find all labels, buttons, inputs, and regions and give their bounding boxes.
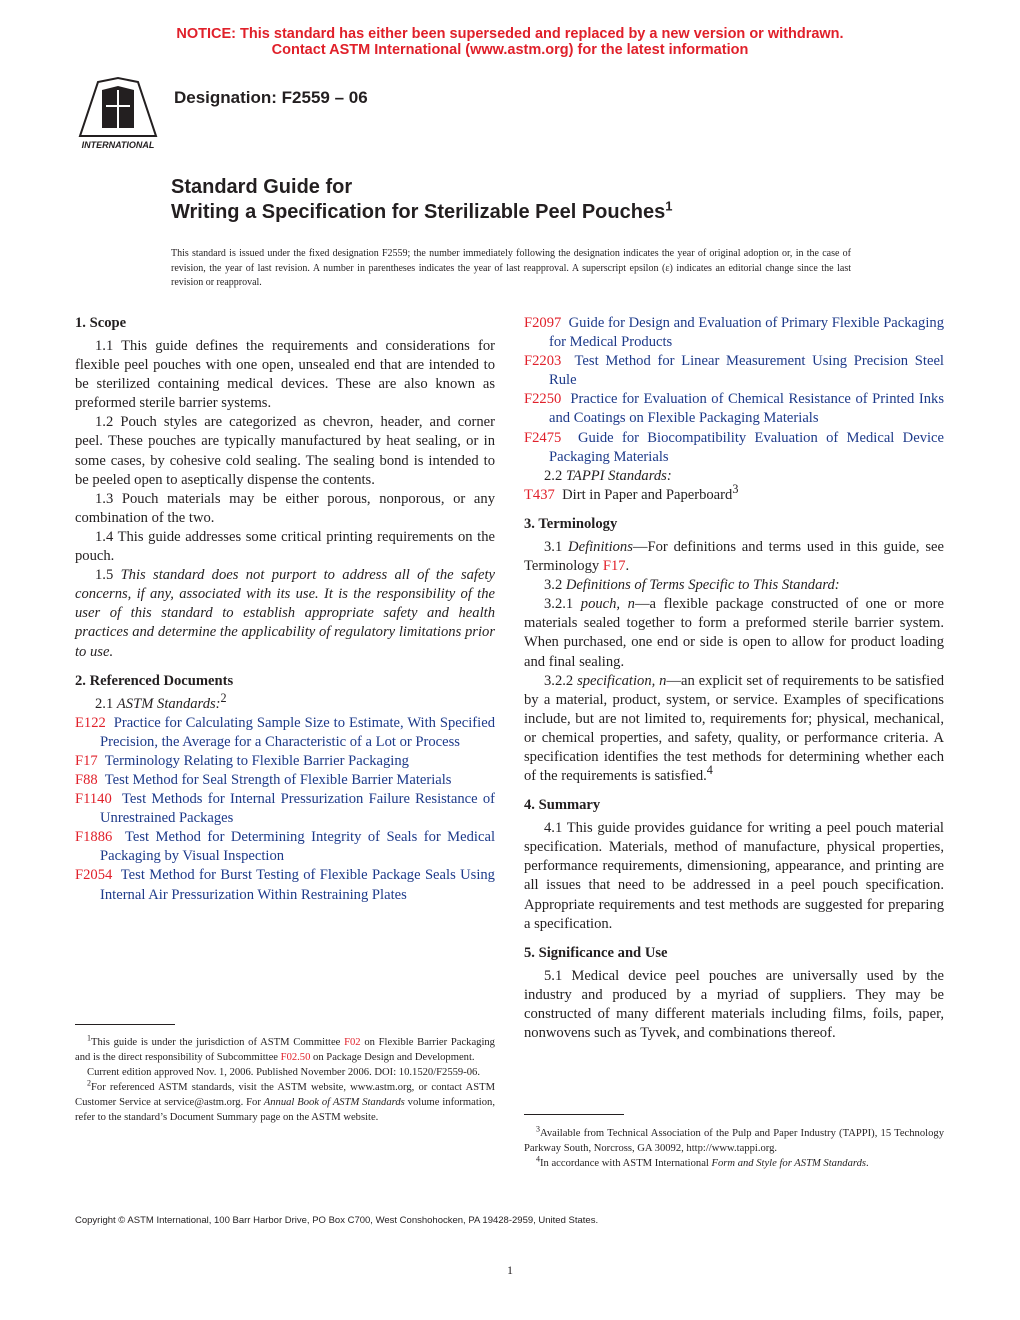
paragraph-1-4: 1.4 This guide addresses some critical printing requirements on the pouch. (75, 528, 495, 565)
title-line-2: Writing a Specification for Sterilizable Peel Pouches$^1$ (171, 198, 673, 223)
reference-item-f2250[interactable] (524, 390, 944, 428)
paragraph-3-2-2: 3.2.2 specification, n—an explicit set of requirements to be satisfied by a material, product, system, or service. Examples of specifications include, but are not limited to, requirements for; physical, mechanical, or chemical properties, and safety, quality, or performance criteria. A specification identifies the test methods for determining whether each of the requirements is satisfied.$^4$ (524, 672, 944, 785)
reference-title[interactable]: Test Methods for Internal Pressurization Failure Resistance of Unrestrained Packages (100, 791, 495, 827)
reference-item-f1886[interactable] (75, 828, 495, 866)
reference-item-f2475[interactable] (524, 429, 944, 467)
reference-title[interactable]: Practice for Evaluation of Chemical Resistance of Printed Inks and Coatings on Flexible Packaging Materials (549, 391, 945, 427)
paragraph-4-1: 4.1 This guide provides guidance for writing a peel pouch material specification. Materials, method of manufacture, physical properties, performance requirements, dimensioning, appearance, and printing are all issues that need to be addressed in a peel pouch specification. Appropriate requirements and test methods are suggested for preparing a specification. (524, 820, 944, 932)
reference-code[interactable]: F2054 (75, 867, 113, 884)
footnote-1: $^1$This guide is under the jurisdiction of ASTM Committee F02 on Flexible Barrier Packaging and is the direct responsibility of Subcommittee F02.50 on Package Design and Development. (75, 1033, 495, 1063)
designation: Designation: F2559 – 06 (174, 88, 368, 107)
footnote-3: $^3$Available from Technical Association of the Pulp and Paper Industry (TAPPI), 15 Technology Parkway South, Norcross, GA 30092, http://www.tappi.org. (524, 1124, 944, 1154)
copyright-line: Copyright © ASTM International, 100 Barr Harbor Drive, PO Box C700, West Conshohocken, PA 19428-2959, United States. (75, 1215, 599, 1226)
reference-title[interactable]: Test Method for Determining Integrity of Seals for Medical Packaging by Visual Inspection (100, 829, 495, 865)
section-heading-scope: 1. Scope (75, 315, 127, 331)
reference-item-f2203[interactable] (524, 352, 944, 390)
reference-title[interactable]: Practice for Calculating Sample Size to Estimate, With Specified Precision, the Average for a Characteristic of a Lot or Process (100, 714, 496, 750)
section-heading-referenced: 2. Referenced Documents (75, 672, 234, 689)
section-heading-significance: 5. Significance and Use (524, 944, 668, 961)
astm-logo (72, 76, 164, 152)
title-line-1: Standard Guide for (171, 176, 353, 198)
paragraph-3-2: 3.2 Definitions of Terms Specific to This Standard: (544, 577, 840, 594)
paragraph-5-1: 5.1 Medical device peel pouches are universally used by the industry and produced by a myriad of suppliers. They may be constructed of many different materials including films, foils, paper, nonwovens such as Tyvek, and combinations thereof. (524, 967, 944, 1041)
footnote-4: $^4$In accordance with ASTM International Form and Style for ASTM Standards. (536, 1154, 869, 1169)
right-column (524, 314, 944, 1043)
reference-code[interactable]: F88 (75, 771, 98, 788)
tappi-standards-label: 2.2 TAPPI Standards: (544, 467, 672, 484)
reference-list-left (75, 714, 495, 905)
notice-line-2: Contact ASTM International (www.astm.org) for the latest information (271, 42, 749, 58)
reference-title[interactable]: Guide for Biocompatibility Evaluation of Medical Device Packaging Materials (549, 429, 945, 465)
reference-item-t437[interactable]: T437 Dirt in Paper and Paperboard$^3$ (524, 481, 739, 503)
link-f02[interactable]: F02 (344, 1037, 361, 1048)
reference-code[interactable]: F2097 (524, 315, 562, 331)
paragraph-3-2-1: 3.2.1 pouch, n—a flexible package constructed of one or more materials sealed together to form a preformed sterile barrier system. When purchased, one end or side is open to allow for product loading and final sealing. (524, 596, 945, 670)
reference-item-e122[interactable] (75, 714, 495, 752)
reference-code[interactable]: E122 (75, 714, 106, 731)
reference-code[interactable]: F1140 (75, 791, 112, 808)
reference-title[interactable]: Terminology Relating to Flexible Barrier Packaging (104, 752, 409, 769)
reference-item-f88[interactable] (75, 771, 495, 790)
footnote-2: $^2$For referenced ASTM standards, visit the ASTM website, www.astm.org, or contact ASTM Customer Service at service@astm.org. For Annual Book of ASTM Standards volume information, refer to the standard’s Document Summary page on the ASTM website. (75, 1078, 495, 1123)
reference-item-f17[interactable] (75, 752, 495, 771)
footnote-divider-right (524, 1114, 624, 1115)
paragraph-1-3: 1.3 Pouch materials may be either porous, nonporous, or any combination of the two. (75, 490, 495, 526)
title-footnote-ref[interactable]: 1 (665, 198, 673, 214)
reference-code[interactable]: F17 (75, 752, 98, 769)
reference-title[interactable]: Test Method for Burst Testing of Flexible Package Seals Using Internal Air Pressurization Within Restraining Plates (100, 867, 495, 903)
reference-item-f2097[interactable] (524, 314, 944, 352)
notice-line-1: NOTICE: This standard has either been superseded and replaced by a new version or withdrawn. (176, 26, 844, 42)
link-f17[interactable]: F17 (602, 558, 626, 575)
footnotes-right (524, 1126, 944, 1171)
section-heading-terminology: 3. Terminology (524, 515, 618, 532)
footnotes-left (75, 1035, 495, 1125)
reference-item-f1140[interactable] (75, 790, 495, 828)
page-title (171, 175, 672, 225)
intro-paragraph: This standard is issued under the fixed designation F2559; the number immediately following the designation indicates the year of original adoption or, in the case of revision, the year of last revision. A number in parentheses indicates the year of last reapproval. A superscript epsilon (ε) indicates an editorial change since the last revision or reapproval. (171, 248, 851, 288)
reference-code[interactable]: F2250 (524, 391, 562, 408)
paragraph-1-5: 1.5 This standard does not purport to address all of the safety concerns, if any, associated with its use. It is the responsibility of the user of this standard to establish appropriate safety and health practices and determine the applicability of regulatory limitations prior to use. (75, 567, 495, 660)
link-f02-50[interactable]: F02.50 (280, 1052, 311, 1063)
astm-logo-mark (80, 78, 156, 136)
reference-code[interactable]: F2475 (524, 429, 562, 446)
reference-code[interactable]: F2203 (524, 353, 562, 370)
reference-title[interactable]: Guide for Design and Evaluation of Primary Flexible Packaging for Medical Products (549, 315, 944, 351)
astm-logo-subtext: INTERNATIONAL (81, 140, 155, 150)
footnote-1-edition: Current edition approved Nov. 1, 2006. Published November 2006. DOI: 10.1520/F2559-06. (87, 1067, 481, 1078)
reference-list-right (524, 314, 944, 467)
page-number: 1 (507, 1263, 513, 1277)
reference-title[interactable]: Test Method for Seal Strength of Flexible Barrier Materials (104, 771, 452, 788)
reference-item-f2054[interactable] (75, 866, 495, 904)
astm-standards-label: 2.1 ASTM Standards:$^2$ (95, 690, 227, 712)
footnote-divider-left (75, 1024, 175, 1025)
paragraph-1-1: 1.1 This guide defines the requirements and considerations for flexible peel pouches with one open, unsealed end that are intended to be sterilized containing medical devices. These are also known as preformed sterile barrier systems. (75, 338, 495, 412)
paragraph-1-2: 1.2 Pouch styles are categorized as chevron, header, and corner peel. These pouches are typically manufactured by heat sealing, or in some cases, by cohesive cold sealing. The sealing bond is intended to be peeled open to aseptically dispense the contents. (75, 414, 495, 488)
paragraph-3-1: 3.1 Definitions—For definitions and terms used in this guide, see Terminology F17. (524, 538, 944, 575)
section-heading-summary: 4. Summary (524, 797, 601, 814)
notice-banner (0, 26, 1020, 58)
reference-code[interactable]: F1886 (75, 829, 113, 846)
left-column (75, 314, 495, 905)
reference-title[interactable]: Test Method for Linear Measurement Using Precision Steel Rule (549, 353, 944, 389)
